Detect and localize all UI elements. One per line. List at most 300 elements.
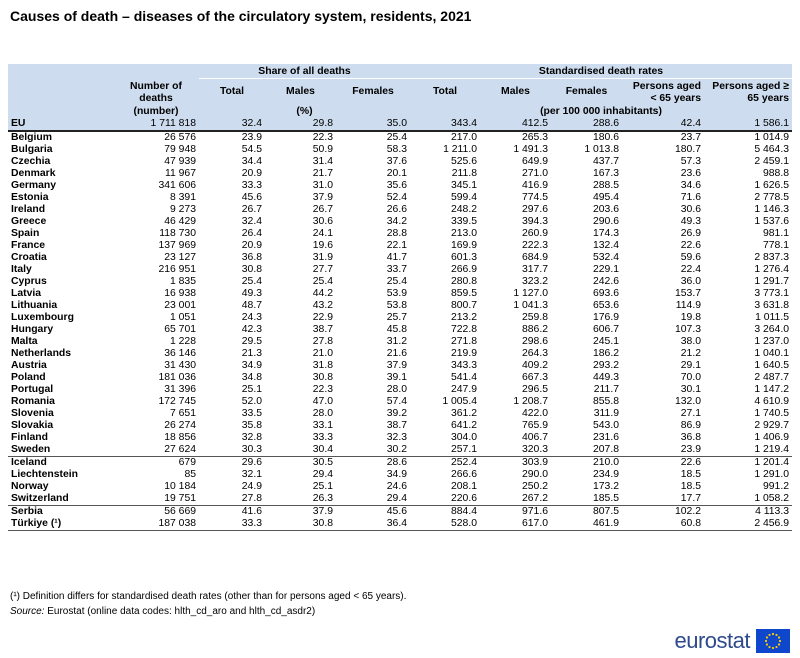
rate-o65-cell: 3 264.0	[754, 324, 789, 335]
rate-u65-cell: 70.0	[680, 372, 701, 383]
flag-star	[772, 647, 774, 649]
rate-u65-cell: 57.3	[680, 156, 701, 167]
share-females-cell: 37.9	[386, 360, 407, 371]
share-females-cell: 34.9	[386, 469, 407, 480]
rate-males-cell: 320.3	[521, 444, 548, 455]
deaths-cell: 9 273	[169, 204, 196, 215]
country-cell: Cyprus	[11, 276, 47, 287]
rate-females-cell: 186.2	[592, 348, 619, 359]
share-total-cell: 34.8	[241, 372, 262, 383]
rate-u65-cell: 29.1	[680, 360, 701, 371]
share-males-cell: 29.8	[265, 118, 336, 131]
rate-males-cell: 265.3	[480, 131, 551, 144]
table-row	[8, 481, 792, 493]
header-rate-under-65: Persons aged < 65 years	[622, 79, 704, 106]
country-cell: Hungary	[11, 324, 54, 335]
header-rate-total: Total	[410, 79, 480, 106]
rate-females-cell: 207.8	[592, 444, 619, 455]
share-females-cell: 26.6	[386, 204, 407, 215]
country-cell: Germany	[11, 180, 57, 191]
rate-females-cell: 210.0	[551, 457, 622, 470]
rate-u65-cell: 36.8	[680, 432, 701, 443]
rate-females-cell: 449.3	[592, 372, 619, 383]
table-row	[8, 444, 792, 457]
page-title: Causes of death – diseases of the circulatory system, residents, 2021	[10, 8, 472, 24]
country-cell: Switzerland	[11, 493, 69, 504]
share-females-cell: 37.6	[386, 156, 407, 167]
table-row	[8, 360, 792, 372]
rate-females-cell: 543.0	[592, 420, 619, 431]
rate-females-cell: 495.4	[592, 192, 619, 203]
rate-males-cell: 1 491.3	[513, 144, 548, 155]
share-total-cell: 29.5	[241, 336, 262, 347]
flag-star	[778, 636, 780, 638]
eurostat-logo	[675, 629, 791, 653]
rate-u65-cell: 59.6	[680, 252, 701, 263]
rate-u65-cell: 27.1	[680, 408, 701, 419]
share-total-cell: 52.0	[241, 396, 262, 407]
rate-males-cell: 1 127.0	[513, 288, 548, 299]
rate-total-cell: 343.3	[450, 360, 477, 371]
rate-males-cell: 303.9	[480, 457, 551, 470]
share-females-cell: 25.4	[386, 276, 407, 287]
rate-u65-cell: 23.7	[622, 131, 704, 144]
share-total-cell: 35.8	[241, 420, 262, 431]
deaths-cell: 47 939	[164, 156, 196, 167]
rate-total-cell: 257.1	[450, 444, 477, 455]
deaths-cell: 172 745	[158, 396, 196, 407]
share-females-cell: 28.0	[386, 384, 407, 395]
share-males-cell: 31.8	[312, 360, 333, 371]
rate-males-cell: 422.0	[521, 408, 548, 419]
country-cell: Greece	[11, 216, 47, 227]
share-males-cell: 31.9	[312, 252, 333, 263]
country-cell: Czechia	[11, 156, 51, 167]
rate-u65-cell: 38.0	[680, 336, 701, 347]
share-total-cell: 29.6	[199, 457, 265, 470]
country-cell: Ireland	[11, 204, 46, 215]
rate-males-cell: 886.2	[521, 324, 548, 335]
deaths-cell: 23 001	[164, 300, 196, 311]
rate-o65-cell: 1 201.4	[704, 457, 792, 470]
share-males-cell: 24.1	[312, 228, 333, 239]
rate-males-cell: 298.6	[521, 336, 548, 347]
rate-u65-cell: 36.0	[680, 276, 701, 287]
share-males-cell: 31.4	[312, 156, 333, 167]
deaths-cell: 18 856	[164, 432, 196, 443]
header-share-total: Total	[199, 79, 265, 106]
rate-total-cell: 859.5	[450, 288, 477, 299]
share-males-cell: 30.8	[265, 518, 336, 531]
rate-u65-cell: 19.8	[680, 312, 701, 323]
share-males-cell: 28.0	[312, 408, 333, 419]
deaths-cell: 79 948	[164, 144, 196, 155]
logo-wordmark: eurostat	[674, 628, 750, 653]
rate-females-cell: 693.6	[592, 288, 619, 299]
table-row	[8, 506, 792, 519]
share-total-cell: 33.3	[241, 180, 262, 191]
table-row	[8, 432, 792, 444]
share-total-cell: 42.3	[241, 324, 262, 335]
table-row	[8, 408, 792, 420]
share-females-cell: 22.1	[386, 240, 407, 251]
share-males-cell: 47.0	[312, 396, 333, 407]
eu-flag-icon	[756, 629, 790, 653]
country-cell: Denmark	[11, 168, 56, 179]
share-males-cell: 37.9	[265, 506, 336, 519]
country-cell: Lithuania	[11, 300, 58, 311]
share-males-cell: 30.5	[265, 457, 336, 470]
rate-u65-cell: 23.6	[680, 168, 701, 179]
rate-males-cell: 222.3	[521, 240, 548, 251]
rate-o65-cell: 2 837.3	[754, 252, 789, 263]
table-row	[8, 180, 792, 192]
rate-females-cell: 1 013.8	[584, 144, 619, 155]
header-rate-females: Females	[551, 79, 622, 106]
table-row	[8, 324, 792, 336]
rate-males-cell: 264.3	[521, 348, 548, 359]
share-males-cell: 30.4	[312, 444, 333, 455]
share-males-cell: 33.3	[312, 432, 333, 443]
deaths-cell: 16 938	[164, 288, 196, 299]
table-row	[8, 168, 792, 180]
rate-o65-cell: 1 740.5	[754, 408, 789, 419]
rate-total-cell: 1 211.0	[443, 144, 477, 155]
rate-o65-cell: 2 487.7	[754, 372, 789, 383]
share-females-cell: 36.4	[336, 518, 410, 531]
deaths-cell: 10 184	[164, 481, 196, 492]
rate-u65-cell: 60.8	[622, 518, 704, 531]
rate-males-cell: 1 208.7	[513, 396, 548, 407]
share-total-cell: 32.8	[241, 432, 262, 443]
table-row-eu	[8, 118, 792, 131]
share-total-cell: 25.4	[241, 276, 262, 287]
rate-u65-cell: 34.6	[680, 180, 701, 191]
rate-o65-cell: 1 291.0	[754, 469, 789, 480]
rate-o65-cell: 1 219.4	[754, 444, 789, 455]
rate-females-cell: 245.1	[592, 336, 619, 347]
country-cell: Austria	[11, 360, 47, 371]
table-body	[8, 118, 792, 531]
rate-females-cell: 132.4	[592, 240, 619, 251]
rate-total-cell: 343.4	[410, 118, 480, 131]
table-row	[8, 384, 792, 396]
share-females-cell: 21.6	[386, 348, 407, 359]
rate-o65-cell: 4 113.3	[704, 506, 792, 519]
rate-o65-cell: 1 146.3	[754, 204, 789, 215]
deaths-cell: 26 576	[113, 131, 199, 144]
rate-females-cell: 173.2	[592, 481, 619, 492]
rate-total-cell: 641.2	[450, 420, 477, 431]
share-males-cell: 29.4	[312, 469, 333, 480]
rate-males-cell: 296.5	[521, 384, 548, 395]
country-cell: Malta	[11, 336, 38, 347]
rate-u65-cell: 153.7	[674, 288, 701, 299]
share-females-cell: 39.2	[386, 408, 407, 419]
rate-o65-cell: 1 058.2	[754, 493, 789, 504]
rate-u65-cell: 18.5	[680, 481, 701, 492]
rate-u65-cell: 114.9	[675, 300, 701, 311]
deaths-cell: 36 146	[164, 348, 196, 359]
rate-o65-cell: 1 406.9	[754, 432, 789, 443]
rate-o65-cell: 1 237.0	[754, 336, 789, 347]
country-cell: Iceland	[8, 457, 113, 470]
share-females-cell: 53.9	[386, 288, 407, 299]
flag-star	[775, 634, 777, 636]
table-row	[8, 348, 792, 360]
rate-females-cell: 203.6	[592, 204, 619, 215]
share-males-cell: 33.1	[312, 420, 333, 431]
header-unit-percent: (%)	[199, 105, 410, 118]
share-females-cell: 34.2	[386, 216, 407, 227]
deaths-cell: 65 701	[164, 324, 196, 335]
flag-star	[768, 634, 770, 636]
rate-males-cell: 259.8	[521, 312, 548, 323]
share-females-cell: 29.4	[386, 493, 407, 504]
share-total-cell: 41.6	[199, 506, 265, 519]
rate-u65-cell: 102.2	[622, 506, 704, 519]
share-total-cell: 30.3	[241, 444, 262, 455]
share-males-cell: 31.0	[312, 180, 333, 191]
flag-star	[768, 646, 770, 648]
table-row	[8, 288, 792, 300]
rate-total-cell: 345.1	[450, 180, 477, 191]
share-females-cell: 25.7	[386, 312, 407, 323]
rate-o65-cell: 2 929.7	[754, 420, 789, 431]
rate-u65-cell: 26.9	[680, 228, 701, 239]
header-unit-blank	[8, 105, 113, 118]
rate-o65-cell: 1 626.5	[754, 180, 789, 191]
rate-total-cell: 800.7	[450, 300, 477, 311]
deaths-cell: 56 669	[113, 506, 199, 519]
deaths-cell: 31 430	[164, 360, 196, 371]
rate-males-cell: 667.3	[521, 372, 548, 383]
rate-u65-cell: 18.5	[680, 469, 701, 480]
deaths-cell: 341 606	[158, 180, 196, 191]
rate-males-cell: 774.5	[521, 192, 548, 203]
rate-o65-cell: 1 586.1	[704, 118, 792, 131]
header-rate-males: Males	[480, 79, 551, 106]
share-males-cell: 50.9	[312, 144, 333, 155]
deaths-cell: 46 429	[164, 216, 196, 227]
rate-males-cell: 412.5	[480, 118, 551, 131]
deaths-cell: 26 274	[164, 420, 196, 431]
share-total-cell: 54.5	[241, 144, 262, 155]
share-males-cell: 25.4	[312, 276, 333, 287]
footnote: (¹) Definition differs for standardised death rates (other than for persons aged < 65 years).	[10, 591, 407, 602]
table-row	[8, 312, 792, 324]
rate-total-cell: 271.8	[450, 336, 477, 347]
rate-total-cell: 722.8	[450, 324, 477, 335]
rate-u65-cell: 22.6	[680, 240, 701, 251]
rate-males-cell: 267.2	[521, 493, 548, 504]
country-cell: Finland	[11, 432, 48, 443]
rate-total-cell: 169.9	[450, 240, 477, 251]
share-males-cell: 26.3	[312, 493, 333, 504]
share-females-cell: 20.1	[386, 168, 407, 179]
table-row	[8, 420, 792, 432]
share-total-cell: 45.6	[241, 192, 262, 203]
share-females-cell: 28.8	[386, 228, 407, 239]
share-females-cell: 32.3	[386, 432, 407, 443]
rate-females-cell: 242.6	[592, 276, 619, 287]
table-row	[8, 396, 792, 408]
rate-total-cell: 528.0	[410, 518, 480, 531]
rate-females-cell: 311.9	[593, 408, 619, 419]
header-rates-group: Standardised death rates	[410, 64, 792, 79]
share-females-cell: 38.7	[386, 420, 407, 431]
rate-total-cell: 208.1	[450, 481, 477, 492]
table-row	[8, 300, 792, 312]
deaths-cell: 7 651	[169, 408, 196, 419]
header-unit-number: (number)	[113, 105, 199, 118]
country-cell: Croatia	[11, 252, 47, 263]
header-country	[8, 64, 113, 105]
rate-males-cell: 323.2	[521, 276, 548, 287]
table-row	[8, 493, 792, 506]
share-females-cell: 45.8	[386, 324, 407, 335]
country-cell: Slovakia	[11, 420, 54, 431]
rate-females-cell: 293.2	[592, 360, 619, 371]
flag-star	[766, 636, 768, 638]
country-cell: Italy	[11, 264, 32, 275]
country-cell: Portugal	[11, 384, 54, 395]
share-males-cell: 22.3	[312, 384, 333, 395]
rate-females-cell: 167.3	[592, 168, 619, 179]
country-cell: Poland	[11, 372, 46, 383]
deaths-cell: 187 038	[113, 518, 199, 531]
share-total-cell: 32.1	[241, 469, 262, 480]
rate-o65-cell: 5 464.3	[754, 144, 789, 155]
share-total-cell: 27.8	[241, 493, 262, 504]
rate-females-cell: 855.8	[592, 396, 619, 407]
rate-total-cell: 266.6	[450, 469, 477, 480]
country-cell: Liechtenstein	[11, 469, 78, 480]
rate-females-cell: 231.6	[592, 432, 619, 443]
deaths-cell: 31 396	[164, 384, 196, 395]
header-share-males: Males	[265, 79, 336, 106]
header-share-females: Females	[336, 79, 410, 106]
deaths-cell: 8 391	[169, 192, 196, 203]
rate-total-cell: 247.9	[450, 384, 477, 395]
table-row	[8, 240, 792, 252]
rate-total-cell: 213.0	[450, 228, 477, 239]
share-females-cell: 30.2	[386, 444, 407, 455]
rate-males-cell: 297.6	[521, 204, 548, 215]
share-males-cell: 30.8	[312, 372, 333, 383]
share-males-cell: 22.3	[265, 131, 336, 144]
rate-o65-cell: 1 537.6	[754, 216, 789, 227]
table-row	[8, 156, 792, 168]
rate-u65-cell: 17.7	[680, 493, 701, 504]
rate-o65-cell: 2 456.9	[704, 518, 792, 531]
share-females-cell: 45.6	[336, 506, 410, 519]
share-males-cell: 44.2	[312, 288, 333, 299]
rate-total-cell: 217.0	[410, 131, 480, 144]
share-males-cell: 38.7	[312, 324, 333, 335]
rate-o65-cell: 1 014.9	[704, 131, 792, 144]
share-females-cell: 25.4	[336, 131, 410, 144]
rate-females-cell: 180.6	[551, 131, 622, 144]
country-cell: Romania	[11, 396, 55, 407]
share-total-cell: 24.9	[241, 481, 262, 492]
rate-males-cell: 271.0	[521, 168, 548, 179]
country-cell: Spain	[11, 228, 40, 239]
rate-total-cell: 248.2	[450, 204, 477, 215]
rate-females-cell: 174.3	[592, 228, 619, 239]
table-row	[8, 336, 792, 348]
rate-females-cell: 653.6	[592, 300, 619, 311]
rate-total-cell: 884.4	[410, 506, 480, 519]
source-label: Source:	[10, 606, 45, 617]
share-males-cell: 21.7	[312, 168, 333, 179]
rate-males-cell: 409.2	[521, 360, 548, 371]
share-males-cell: 27.8	[312, 336, 333, 347]
country-cell: Türkiye (¹)	[8, 518, 113, 531]
flag-star	[778, 643, 780, 645]
rate-u65-cell: 42.4	[622, 118, 704, 131]
deaths-cell: 11 967	[164, 168, 196, 179]
share-males-cell: 43.2	[312, 300, 333, 311]
country-cell: Latvia	[11, 288, 42, 299]
rate-females-cell: 176.9	[592, 312, 619, 323]
share-females-cell: 24.6	[386, 481, 407, 492]
share-females-cell: 57.4	[386, 396, 407, 407]
table-row	[8, 216, 792, 228]
rate-females-cell: 288.6	[551, 118, 622, 131]
deaths-cell: 1 051	[169, 312, 196, 323]
country-cell: Norway	[11, 481, 49, 492]
flag-star	[772, 633, 774, 635]
rate-total-cell: 304.0	[450, 432, 477, 443]
share-males-cell: 21.0	[312, 348, 333, 359]
share-total-cell: 33.3	[199, 518, 265, 531]
rate-u65-cell: 107.3	[674, 324, 701, 335]
rate-u65-cell: 180.7	[674, 144, 701, 155]
rate-females-cell: 211.7	[593, 384, 619, 395]
rate-males-cell: 971.6	[480, 506, 551, 519]
rate-total-cell: 219.9	[450, 348, 477, 359]
share-females-cell: 39.1	[386, 372, 407, 383]
rate-males-cell: 684.9	[521, 252, 548, 263]
country-cell: EU	[8, 118, 113, 131]
country-cell: Estonia	[11, 192, 49, 203]
share-total-cell: 24.3	[241, 312, 262, 323]
table-row	[8, 518, 792, 531]
share-total-cell: 23.9	[199, 131, 265, 144]
share-total-cell: 25.1	[241, 384, 262, 395]
rate-u65-cell: 30.6	[680, 204, 701, 215]
share-total-cell: 49.3	[241, 288, 262, 299]
share-females-cell: 41.7	[386, 252, 407, 263]
country-cell: Belgium	[8, 131, 113, 144]
rate-males-cell: 765.9	[521, 420, 548, 431]
rate-u65-cell: 86.9	[680, 420, 701, 431]
share-females-cell: 31.2	[386, 336, 407, 347]
share-total-cell: 20.9	[241, 240, 262, 251]
table-row	[8, 131, 792, 144]
share-females-cell: 53.8	[386, 300, 407, 311]
rate-females-cell: 807.5	[551, 506, 622, 519]
rate-total-cell: 1 005.4	[442, 396, 477, 407]
rate-o65-cell: 1 011.5	[755, 312, 789, 323]
rate-males-cell: 406.7	[521, 432, 548, 443]
table-row	[8, 144, 792, 156]
table-row	[8, 228, 792, 240]
rate-u65-cell: 71.6	[680, 192, 701, 203]
table-row	[8, 192, 792, 204]
rate-u65-cell: 22.6	[622, 457, 704, 470]
